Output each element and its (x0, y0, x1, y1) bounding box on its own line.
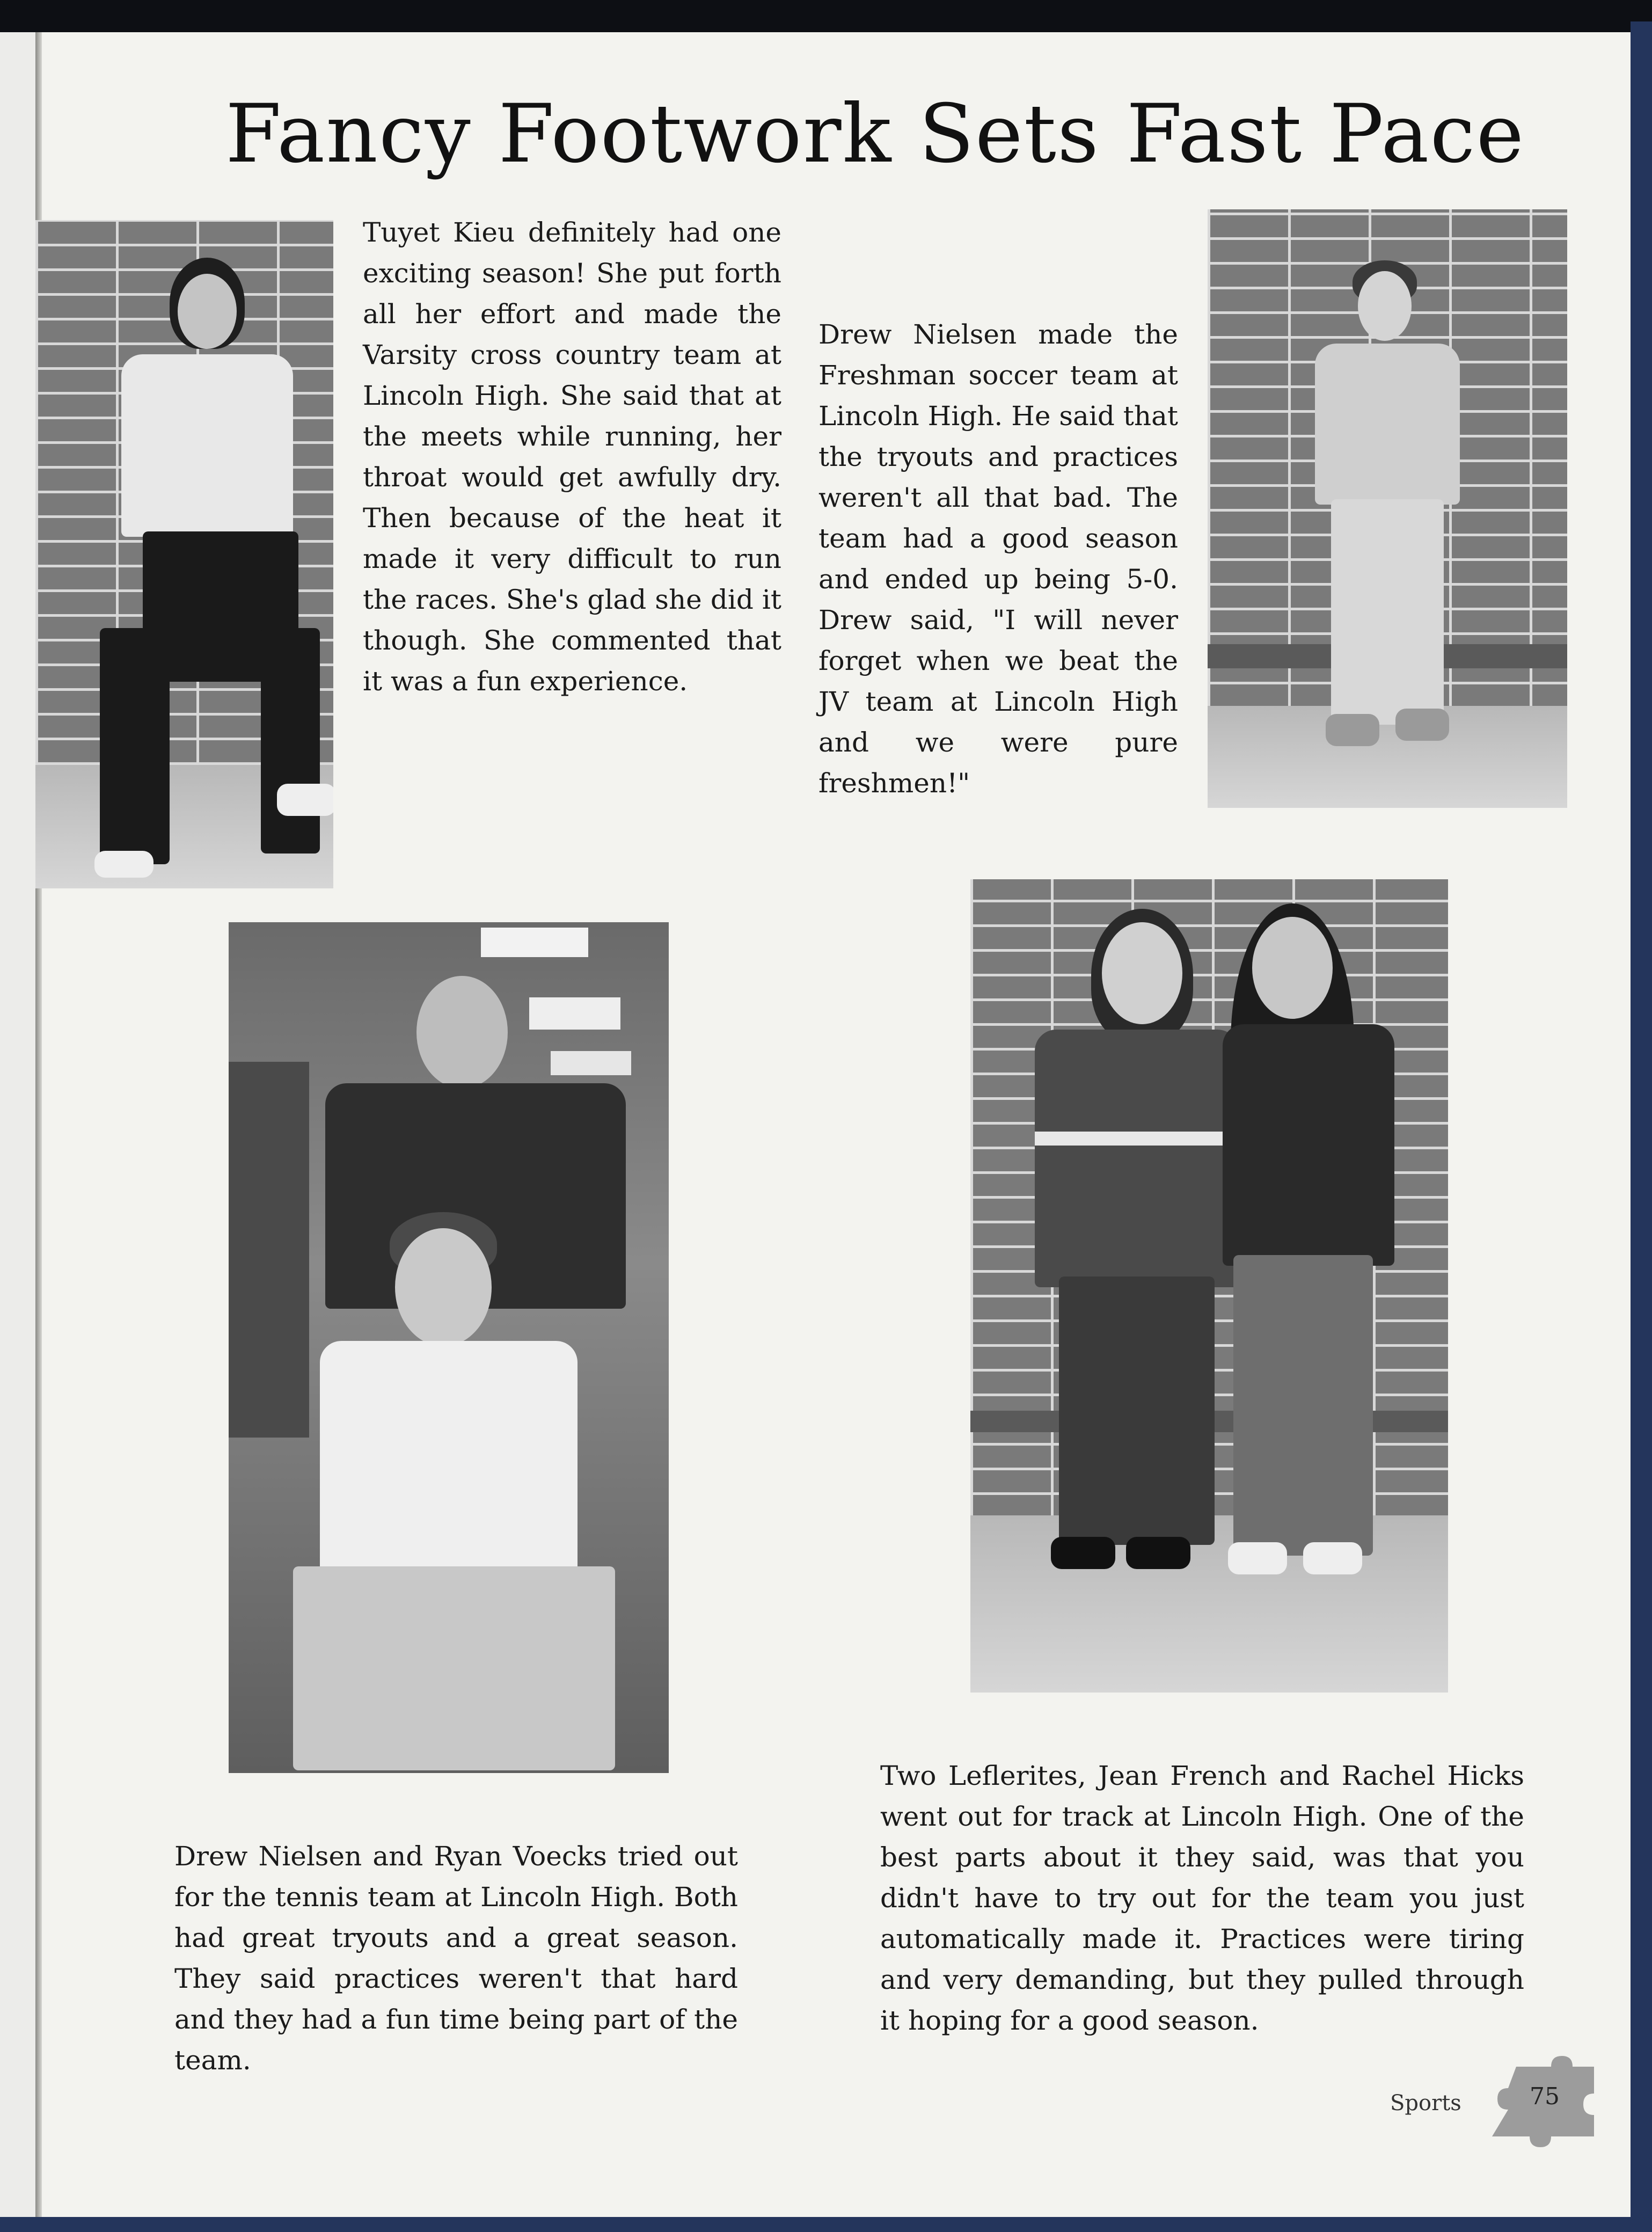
book-binding-top (0, 0, 1652, 32)
puzzle-piece-icon (1487, 2056, 1599, 2147)
page-number: 75 (1530, 2083, 1560, 2110)
previous-page-edge (0, 32, 35, 2232)
footer-section-label: Sports (1390, 2091, 1461, 2116)
photo-track-runners (970, 879, 1448, 1693)
story-tuyet-kieu: Tuyet Kieu definitely had one exciting season! She put forth all her effort and made the Varsity cross country team at Lincoln High. She said that at the meets while running, her throat would get awfully dry. Then because of the heat it made it very difficult to run the races. She's glad she did it though. She commented that it was a fun experience. (363, 217, 781, 697)
photo-tuyet-kieu (35, 220, 333, 888)
story-drew-soccer: Drew Nielsen made the Freshman soccer team at Lincoln High. He said that the tryouts and practices weren't all that bad. The team had a good season and ended up being 5-0. Drew said, "I will never forget when we beat the JV team at Lincoln High and we were pure freshmen!" (818, 319, 1178, 799)
story-track: Two Leflerites, Jean French and Rachel Hicks went out for track at Lincoln High. One of the best parts about it they said, was that you didn't have to try out for the team you just automatically made it. Practices were tiring and very demanding, but they pulled through it hoping for a good season. (880, 1760, 1524, 2036)
photo-tennis-players (229, 922, 669, 1773)
book-cover-right (1631, 21, 1652, 2232)
story-tennis: Drew Nielsen and Ryan Voecks tried out for the tennis team at Lincoln High. Both had great tryouts and a great season. They said practices weren't that hard and they had a fun time being part of the team. (174, 1841, 738, 2076)
photo-drew-nielsen (1208, 209, 1567, 808)
book-cover-bottom (0, 2217, 1652, 2232)
page-title: Fancy Footwork Sets Fast Pace (225, 87, 1525, 181)
